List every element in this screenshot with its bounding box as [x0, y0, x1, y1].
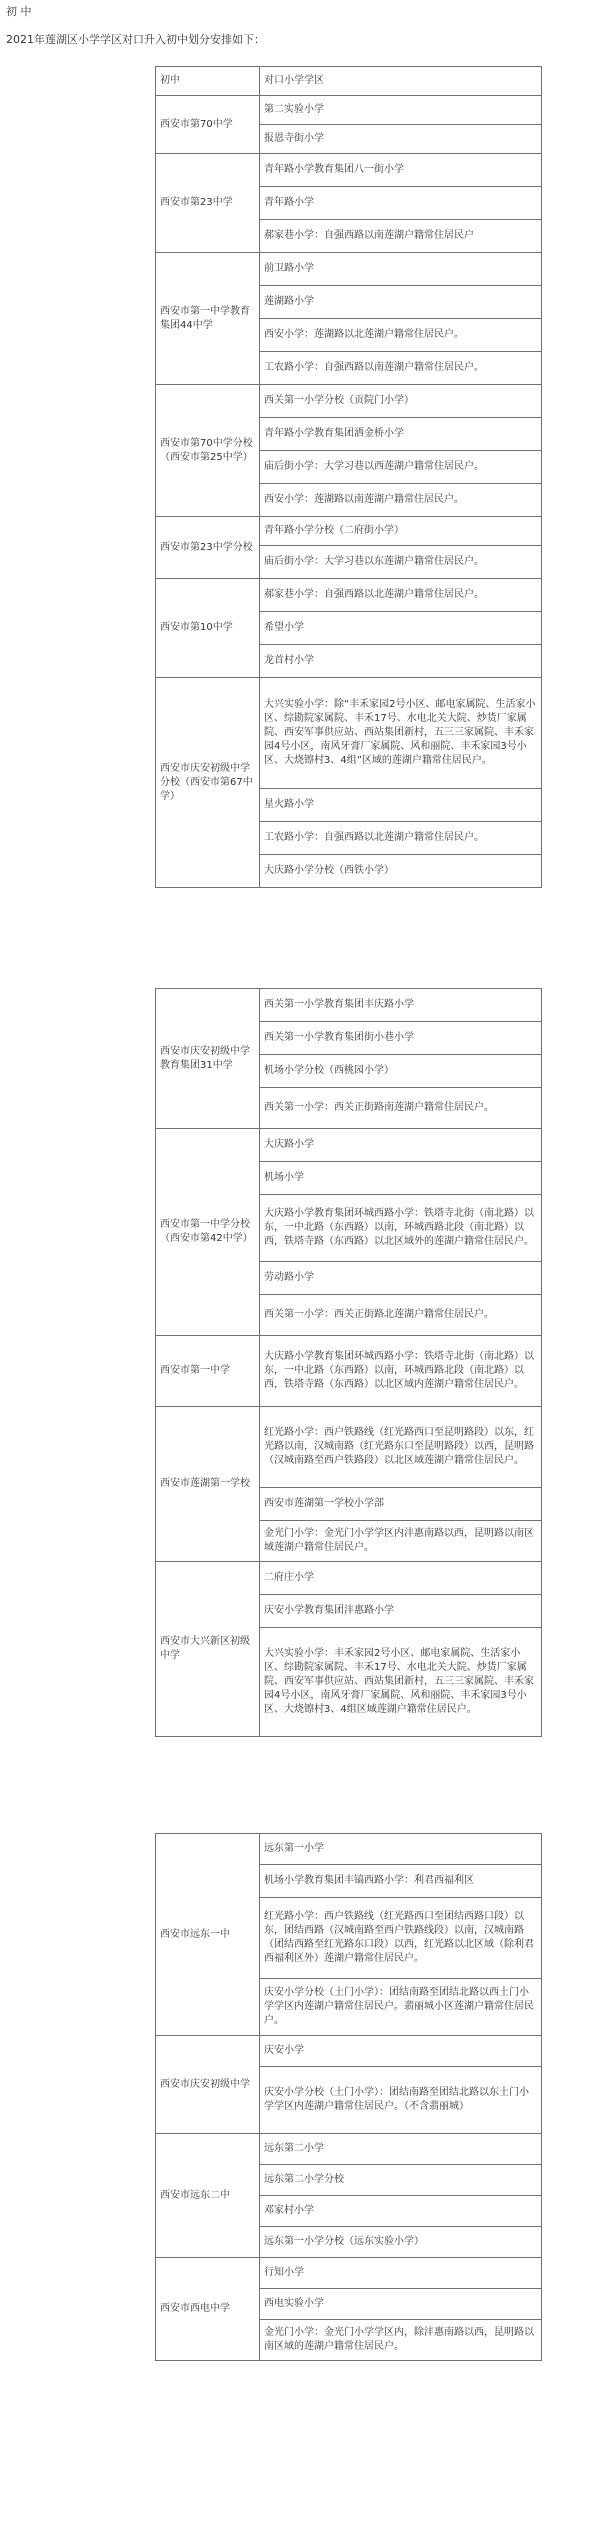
primary-school-item: 青年路小学教育集团八一街小学	[260, 154, 542, 187]
allocation-table-2	[155, 988, 542, 1737]
primary-school-item: 庆安小学分校（土门小学）：团结南路至团结北路以东土门小学学区内莲湖户籍常住居民户。（不含翡丽城）	[260, 2067, 542, 2134]
middle-school-name: 西安市第10中学	[156, 579, 260, 678]
middle-school-name: 西安市第一中学	[156, 1336, 260, 1407]
primary-school-item: 西关第一小学教育集团街小巷小学	[260, 1022, 542, 1055]
middle-school-name: 西安市第一中学教育集团44中学	[156, 253, 260, 385]
primary-school-item: 工农路小学：自强西路以北莲湖户籍常住居民户。	[260, 822, 542, 855]
primary-school-item: 远东第一小学分校（远东实验小学）	[260, 2227, 542, 2258]
primary-school-item: 行知小学	[260, 2258, 542, 2289]
intro-text: 2021年莲湖区小学学区对口升入初中划分安排如下：	[6, 33, 265, 46]
primary-school-item: 红光路小学：西户铁路线（红光路西口至昆明路段）以东，红光路以南，汉城南路（红光路东口至昆明路段）以西，昆明路（汉城南路至西户铁路段）以北区域莲湖户籍常住居民户。	[260, 1407, 542, 1488]
primary-school-item: 机场小学分校（西桃园小学）	[260, 1055, 542, 1088]
primary-school-item: 远东第二小学分校	[260, 2165, 542, 2196]
table-row	[156, 1336, 542, 1407]
primary-school-item: 红光路小学：西户铁路线（红光路西口至团结西路口段）以东，团结西路（汉城南路至西户铁路线段）以南，汉城南路（团结西路至红光路东口段）以西，红光路以北区域（除利君西福利区外）莲湖户籍常住居民户。	[260, 1898, 542, 1979]
table-row	[156, 517, 542, 546]
primary-school-item: 报恩寺街小学	[260, 125, 542, 154]
primary-school-item: 西安小学：莲湖路以北莲湖户籍常住居民户。	[260, 319, 542, 352]
middle-school-name: 西安市第70中学	[156, 96, 260, 154]
primary-school-item: 庆安小学	[260, 2036, 542, 2067]
middle-school-name: 西安市远东一中	[156, 1834, 260, 2036]
middle-school-name: 西安市莲湖第一学校	[156, 1407, 260, 1562]
middle-school-name: 西安市第一中学分校（西安市第42中学）	[156, 1129, 260, 1336]
primary-school-item: 西安市莲湖第一学校小学部	[260, 1488, 542, 1521]
primary-school-item: 金光门小学：金光门小学学区内沣惠南路以西，昆明路以南区域莲湖户籍常住居民户。	[260, 1521, 542, 1562]
primary-school-item: 郝家巷小学：自强西路以南莲湖户籍常住居民户	[260, 220, 542, 253]
primary-school-item: 青年路小学分校（二府街小学）	[260, 517, 542, 546]
table-row	[156, 1834, 542, 1865]
primary-school-item: 大庆路小学教育集团环城西路小学：铁塔寺北街（南北路）以东，一中北路（东西路）以南，环城西路北段（南北路）以西，铁塔寺路（东西路）以北区域外的莲湖户籍常住居民户。	[260, 1195, 542, 1262]
primary-school-item: 机场小学教育集团丰镐西路小学：利君西福利区	[260, 1865, 542, 1898]
primary-school-item: 庙后街小学：大学习巷以东莲湖户籍常住居民户。	[260, 546, 542, 579]
middle-school-name: 西安市庆安初级中学教育集团31中学	[156, 989, 260, 1129]
table-row	[156, 1407, 542, 1488]
primary-school-item: 大兴实验小学：丰禾家园2号小区、邮电家属院、生活家小区、综勘院家属院、丰禾17号、水电北关大院、炒货厂家属院、西安军事供应站、西站集团新村，五三三家属院、丰禾家园4号小区，南风牙膏厂家属院、风和丽院、丰禾家园3号小区、大烧镲村3、4组区域莲湖户籍常住居民户。	[260, 1628, 542, 1737]
primary-school-item: 青年路小学	[260, 187, 542, 220]
primary-school-item: 大庆路小学	[260, 1129, 542, 1162]
table-row	[156, 253, 542, 286]
primary-school-item: 西关第一小学：西关正街路北莲湖户籍常住居民户。	[260, 1295, 542, 1336]
table-row	[156, 678, 542, 789]
primary-school-item: 青年路小学教育集团洒金桥小学	[260, 418, 542, 451]
table-row	[156, 2036, 542, 2067]
table-row	[156, 385, 542, 418]
table-header-row	[156, 67, 542, 96]
primary-school-item: 第二实验小学	[260, 96, 542, 125]
primary-school-item: 庙后街小学：大学习巷以西莲湖户籍常住居民户。	[260, 451, 542, 484]
table-row	[156, 96, 542, 125]
primary-school-item: 大庆路小学教育集团环城西路小学：铁塔寺北街（南北路）以东，一中北路（东西路）以南，环城西路北段（南北路）以西，铁塔寺路（东西路）以北区域内莲湖户籍常住居民户。	[260, 1336, 542, 1407]
table-row	[156, 2258, 542, 2289]
middle-school-name: 西安市第23中学	[156, 154, 260, 253]
primary-school-item: 西关第一小学分校（贡院门小学）	[260, 385, 542, 418]
primary-school-item: 郝家巷小学：自强西路以北莲湖户籍常住居民户。	[260, 579, 542, 612]
middle-school-name: 西安市庆安初级中学分校（西安市第67中学）	[156, 678, 260, 888]
primary-school-item: 远东第二小学	[260, 2134, 542, 2165]
primary-school-item: 金光门小学：金光门小学学区内，除沣惠南路以西，昆明路以南区域的莲湖户籍常住居民户。	[260, 2320, 542, 2361]
primary-school-item: 庆安小学教育集团沣惠路小学	[260, 1595, 542, 1628]
primary-school-item: 希望小学	[260, 612, 542, 645]
header-middle-school: 初中	[156, 67, 260, 96]
table-row	[156, 989, 542, 1022]
middle-school-name: 西安市西电中学	[156, 2258, 260, 2361]
primary-school-item: 西电实验小学	[260, 2289, 542, 2320]
primary-school-item: 龙首村小学	[260, 645, 542, 678]
header-primary-district: 对口小学学区	[260, 67, 542, 96]
primary-school-item: 莲湖路小学	[260, 286, 542, 319]
middle-school-name: 西安市大兴新区初级中学	[156, 1562, 260, 1737]
middle-school-name: 西安市庆安初级中学	[156, 2036, 260, 2134]
primary-school-item: 远东第一小学	[260, 1834, 542, 1865]
table-row	[156, 1129, 542, 1162]
table-row	[156, 2134, 542, 2165]
primary-school-item: 西安小学：莲湖路以南莲湖户籍常住居民户。	[260, 484, 542, 517]
primary-school-item: 前卫路小学	[260, 253, 542, 286]
primary-school-item: 机场小学	[260, 1162, 542, 1195]
middle-school-name: 西安市第23中学分校	[156, 517, 260, 579]
primary-school-item: 大兴实验小学：除“丰禾家园2号小区、邮电家属院、生活家小区、综勘院家属院、丰禾17号、水电北关大院、炒货厂家属院、西安军事供应站、西站集团新村，五三三家属院、丰禾家园4号小区，南风牙膏厂家属院、风和丽院、丰禾家园3号小区、大烧镲村3、4组”区域的莲湖户籍常住居民户。	[260, 678, 542, 789]
table-row	[156, 1562, 542, 1595]
primary-school-item: 星火路小学	[260, 789, 542, 822]
primary-school-item: 西关第一小学：西关正街路南莲湖户籍常住居民户。	[260, 1088, 542, 1129]
primary-school-item: 二府庄小学	[260, 1562, 542, 1595]
table-row	[156, 579, 542, 612]
allocation-table-3	[155, 1833, 542, 2361]
middle-school-name: 西安市远东二中	[156, 2134, 260, 2258]
primary-school-item: 大庆路小学分校（西铁小学）	[260, 855, 542, 888]
primary-school-item: 劳动路小学	[260, 1262, 542, 1295]
primary-school-item: 工农路小学：自强西路以南莲湖户籍常住居民户。	[260, 352, 542, 385]
primary-school-item: 西关第一小学教育集团丰庆路小学	[260, 989, 542, 1022]
middle-school-name: 西安市第70中学分校（西安市第25中学）	[156, 385, 260, 517]
allocation-table-1	[155, 66, 542, 888]
page-heading: 初 中	[6, 5, 32, 18]
table-row	[156, 154, 542, 187]
primary-school-item: 庆安小学分校（土门小学）：团结南路至团结北路以西土门小学学区内莲湖户籍常住居民户。翡丽城小区莲湖户籍常住居民户。	[260, 1979, 542, 2036]
primary-school-item: 邓家村小学	[260, 2196, 542, 2227]
